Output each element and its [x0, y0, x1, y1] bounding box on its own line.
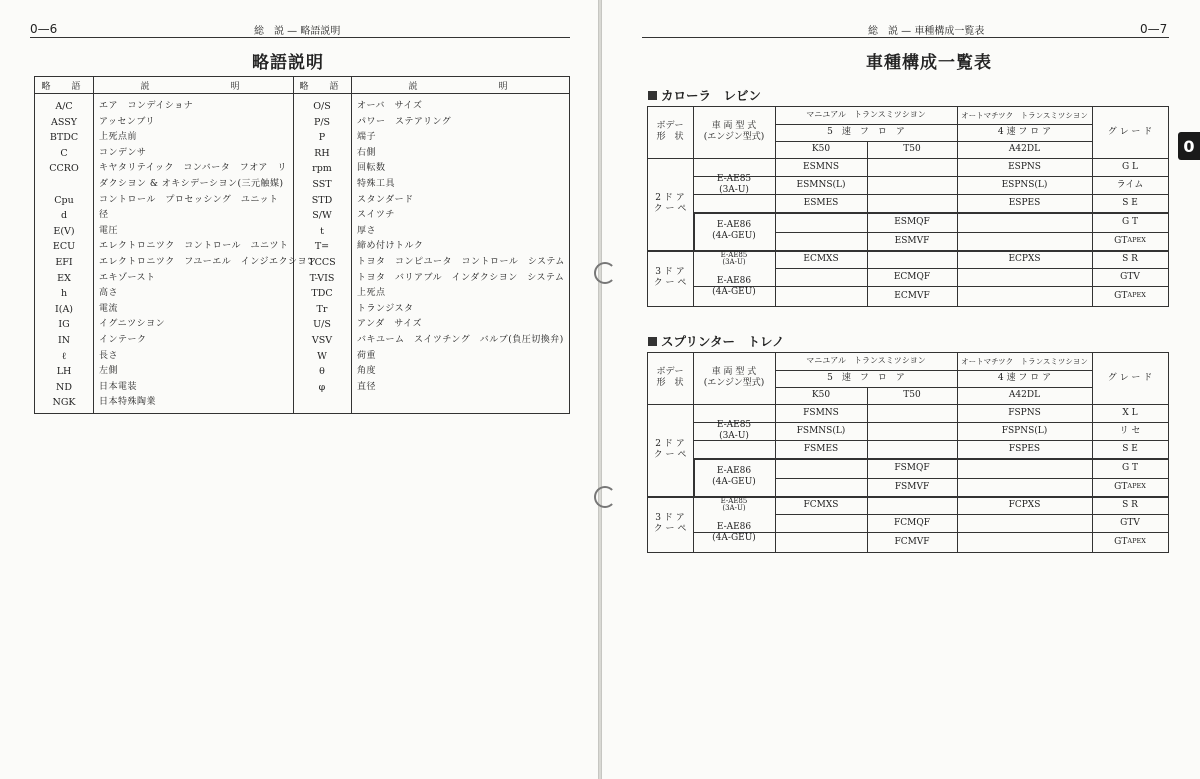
abbr-description: スイツチ: [357, 210, 395, 221]
grade-gt-text: GT: [1114, 290, 1128, 301]
model-code: FCMVF: [894, 536, 930, 547]
grade-apex-text: APEX: [1127, 291, 1146, 300]
abbr-description: 荷重: [357, 350, 377, 361]
model-code: FCPXS: [1008, 499, 1041, 510]
header-manual-transmission: マニユアル トランスミツシヨン: [806, 356, 926, 366]
abbr-code: EFI: [55, 257, 73, 268]
abbr-description: 上死点: [357, 288, 386, 299]
abbr-description: トランジスタ: [357, 303, 414, 314]
abbreviation-table-header: [35, 77, 569, 94]
body-2-door-coupe: 2 ド ア ク ー ペ: [653, 193, 687, 214]
abbr-description: 日本特殊陶業: [99, 397, 157, 408]
abbr-code: CCRO: [49, 163, 79, 175]
abbr-code: P: [318, 132, 326, 144]
abbr-code: RH: [314, 147, 330, 159]
model-code: ECMVF: [894, 290, 930, 301]
model-code: FSPES: [1008, 443, 1041, 454]
header-grade: グ レ ー ド: [1107, 372, 1153, 383]
model-code: ESPES: [1008, 197, 1041, 208]
model-e-ae86: E-AE86 (4A-GEU): [712, 276, 756, 297]
abbr-code: φ: [318, 381, 326, 393]
model-e-ae85: E-AE85 (3A-U): [716, 420, 752, 441]
abbr-code: ECU: [52, 241, 76, 253]
header-auto-transmission: オートマチツク トランスミツシヨン: [961, 356, 1088, 366]
abbr-description: 厚さ: [357, 225, 377, 236]
model-e-ae86: E-AE86 (4A-GEU): [712, 466, 756, 487]
header-t50: T50: [903, 144, 921, 155]
abbr-code: Cpu: [54, 194, 74, 206]
levin-section-title: [648, 86, 761, 104]
header-5-speed-floor: 5 速 フ ロ ア: [827, 373, 905, 384]
grade-gt-apex: [1092, 478, 1168, 496]
grade: X L: [1122, 407, 1138, 418]
header-5-speed-floor: 5 速 フ ロ ア: [827, 127, 905, 138]
header-t50: T50: [903, 390, 921, 401]
table-rule: [1168, 106, 1169, 306]
abbr-description: オーバ サイズ: [357, 101, 423, 111]
header-abbr-2: 略 語: [299, 82, 345, 92]
abbr-description: 右側: [357, 147, 377, 158]
header-k50: K50: [811, 144, 831, 155]
model-code: ESMNS(L): [796, 179, 846, 190]
model-code: FCMXS: [803, 499, 839, 510]
abbr-description: 径: [99, 210, 109, 221]
abbr-code: IN: [57, 335, 71, 346]
abbr-description: コンデンサ: [99, 147, 147, 158]
abbr-description: エレクトロニツク コントロール ユニツト: [99, 241, 289, 252]
abbr-code: rpm: [312, 163, 332, 175]
abbr-code: ND: [56, 381, 72, 393]
header-4-speed-floor: 4 速 フ ロ ア: [997, 373, 1052, 384]
header-a42dl: A42DL: [1008, 144, 1041, 155]
grade-gt-text: GT: [1114, 235, 1128, 246]
model-e-ae85-small: E-AE85 (3A-U): [720, 251, 748, 266]
abbr-code: TDC: [311, 288, 333, 300]
trueno-section-title: [648, 332, 785, 350]
abbr-description: スタンダード: [357, 194, 414, 205]
abbr-code: t: [320, 225, 324, 237]
trueno-model-table: [647, 352, 1168, 552]
model-code: ESPNS(L): [1001, 179, 1048, 190]
model-code: FSMVF: [894, 481, 930, 492]
abbr-code: Tr: [316, 303, 328, 315]
abbr-description: 高さ: [99, 288, 119, 299]
abbr-code: VSV: [311, 335, 333, 346]
abbr-description: トヨタ バリアブル インダクシヨン システム: [357, 272, 565, 283]
header-body-type: ボデー 形 状: [656, 367, 684, 388]
abbr-code: LH: [56, 366, 72, 378]
abbr-code: d: [60, 210, 68, 222]
right-page-number: 0—7: [1140, 22, 1168, 36]
body-3-door-coupe: 3 ド ア ク ー ペ: [653, 513, 687, 534]
grade-gt-apex: [1092, 532, 1168, 552]
grade-gt-text: GT: [1114, 481, 1128, 492]
header-grade: グ レ ー ド: [1107, 126, 1153, 137]
grade: GTV: [1120, 271, 1140, 282]
section-square-icon: [648, 91, 657, 100]
abbr-description: 電流: [99, 303, 119, 314]
abbr-code: T-VIS: [309, 272, 335, 284]
grade: リ セ: [1119, 425, 1141, 436]
grade: S R: [1122, 253, 1138, 264]
model-code: ESMVF: [894, 235, 930, 246]
grade: G T: [1121, 216, 1139, 227]
abbr-code: U/S: [313, 319, 331, 331]
grade-apex-text: APEX: [1127, 236, 1146, 245]
abbr-description: 直径: [357, 381, 377, 392]
header-manual-transmission: マニユアル トランスミツシヨン: [806, 110, 926, 120]
abbr-code: I(A): [54, 303, 74, 315]
model-code: ECPXS: [1008, 253, 1041, 264]
abbr-description: アッセンブリ: [99, 116, 156, 127]
abbr-code: IG: [58, 319, 70, 331]
model-e-ae85: E-AE85 (3A-U): [716, 174, 752, 195]
table-rule: [647, 306, 1169, 307]
abbr-description: イグニツシヨン: [99, 319, 166, 330]
grade: S E: [1122, 197, 1138, 208]
table-divider: [351, 77, 352, 413]
grade-gt-text: GT: [1114, 536, 1128, 547]
abbr-code: BTDC: [49, 132, 79, 144]
left-header-title: 総 説 — 略語説明: [254, 26, 341, 37]
grade: ライム: [1116, 179, 1144, 190]
section-tab-marker: 0: [1178, 132, 1200, 160]
grade-gt-apex: [1092, 286, 1168, 306]
model-code: ESMES: [803, 197, 839, 208]
abbr-description: 角度: [357, 366, 377, 377]
model-code: ESPNS: [1008, 161, 1041, 172]
grade: S E: [1122, 443, 1138, 454]
grade-apex-text: APEX: [1127, 482, 1146, 491]
abbr-code: [35, 177, 93, 192]
section-square-icon: [648, 337, 657, 346]
body-3-door-coupe: 3 ド ア ク ー ペ: [653, 267, 687, 288]
abbr-code: TCCS: [308, 257, 336, 268]
abbr-code: P/S: [313, 116, 331, 128]
abbr-code: S/W: [312, 210, 332, 222]
abbr-description: エレクトロニツク フユーエル インジエクシヨン: [99, 257, 317, 267]
model-code: FSMNS: [803, 407, 839, 418]
abbr-description: 端子: [357, 132, 377, 143]
abbr-code: T=: [314, 241, 330, 253]
abbr-description: バキユーム スイツチング バルブ(負圧切換弁): [357, 335, 564, 345]
left-page-number: 0—6: [30, 22, 58, 36]
abbr-code: W: [317, 350, 327, 362]
abbreviation-table: [34, 76, 570, 414]
header-desc-1: 説 明: [140, 82, 246, 92]
abbr-code: NGK: [52, 397, 76, 409]
abbr-code: h: [60, 288, 68, 300]
grade-gt-apex: [1092, 232, 1168, 250]
binder-ring-hole: [594, 262, 616, 284]
right-header-rule: [642, 37, 1169, 38]
model-code: FSMNS(L): [796, 425, 846, 436]
model-code: FCMQF: [894, 517, 930, 528]
abbr-description: エキゾースト: [99, 272, 156, 283]
model-code: ECMQF: [893, 271, 931, 282]
right-header-title: 総 説 — 車種構成一覧表: [868, 26, 985, 37]
left-header-rule: [30, 37, 570, 38]
abbr-description: アンダ サイズ: [357, 319, 423, 330]
header-desc-2: 説 明: [408, 82, 514, 92]
levin-model-table: [647, 106, 1168, 306]
abbr-code: STD: [311, 194, 333, 206]
grade: GTV: [1120, 517, 1140, 528]
grade: G T: [1121, 462, 1139, 473]
abbreviations-title: 略語説明: [252, 53, 324, 73]
abbr-description: パワー ステアリング: [357, 116, 452, 127]
model-list-title: 車種構成一覧表: [866, 53, 992, 73]
abbr-description: 長さ: [99, 350, 119, 361]
model-code: ESMNS: [803, 161, 839, 172]
abbr-code: C: [60, 147, 68, 159]
header-a42dl: A42DL: [1008, 390, 1041, 401]
model-code: FSMQF: [894, 462, 930, 473]
abbr-code: θ: [319, 366, 325, 378]
model-code: FSMES: [803, 443, 839, 454]
abbr-code: EX: [57, 272, 71, 284]
abbr-description: 日本電装: [99, 381, 138, 392]
levin-title-text: カローラ レビン: [661, 88, 762, 103]
abbr-description: コントロール プロセッシング ユニット: [99, 194, 279, 205]
grade-apex-text: APEX: [1127, 537, 1146, 546]
abbr-description: ダクシヨン & オキシデーシヨン(三元触媒): [99, 179, 284, 189]
grade: S R: [1122, 499, 1138, 510]
header-k50: K50: [811, 390, 831, 401]
model-code: FSPNS: [1008, 407, 1041, 418]
model-e-ae85-small: E-AE85 (3A-U): [720, 497, 748, 512]
header-model: 車 両 型 式 (エンジン型式): [703, 367, 765, 388]
grade: G L: [1121, 161, 1139, 172]
model-code: ESMQF: [894, 216, 930, 227]
abbr-description: 電圧: [99, 225, 119, 236]
abbr-code: E(V): [53, 225, 75, 237]
abbr-description: 左側: [99, 366, 119, 377]
table-rule: [647, 552, 1169, 553]
table-rule: [1168, 352, 1169, 552]
abbr-description: トヨタ コンピユータ コントロール システム: [357, 257, 565, 267]
header-4-speed-floor: 4 速 フ ロ ア: [997, 127, 1052, 138]
header-auto-transmission: オートマチツク トランスミツシヨン: [961, 110, 1088, 120]
abbr-description: 締め付けトルク: [357, 241, 424, 252]
abbr-description: 特殊工具: [357, 179, 396, 189]
abbr-code: SST: [312, 179, 332, 190]
abbr-description: エア コンデイショナ: [99, 101, 194, 111]
abbr-code: A/C: [55, 101, 73, 112]
header-model: 車 両 型 式 (エンジン型式): [703, 121, 765, 142]
model-e-ae86: E-AE86 (4A-GEU): [712, 220, 756, 241]
header-body-type: ボデー 形 状: [656, 121, 684, 142]
abbr-description: 上死点前: [99, 132, 138, 143]
abbr-code: ℓ: [61, 350, 67, 362]
abbr-description: 回転数: [357, 163, 386, 174]
abbr-description: キヤタリテイック コンバータ フオア リ: [99, 163, 287, 174]
binder-ring-hole: [594, 486, 616, 508]
header-abbr-1: 略 語: [41, 82, 87, 92]
abbr-code: O/S: [313, 101, 331, 112]
abbr-code: ASSY: [51, 116, 77, 128]
table-divider: [93, 77, 94, 413]
trueno-title-text: スプリンター トレノ: [661, 334, 785, 349]
model-code: FSPNS(L): [1001, 425, 1048, 436]
model-e-ae86: E-AE86 (4A-GEU): [712, 522, 756, 543]
body-2-door-coupe: 2 ド ア ク ー ペ: [653, 439, 687, 460]
abbr-description: インテーク: [99, 335, 147, 345]
model-code: ECMXS: [803, 253, 839, 264]
